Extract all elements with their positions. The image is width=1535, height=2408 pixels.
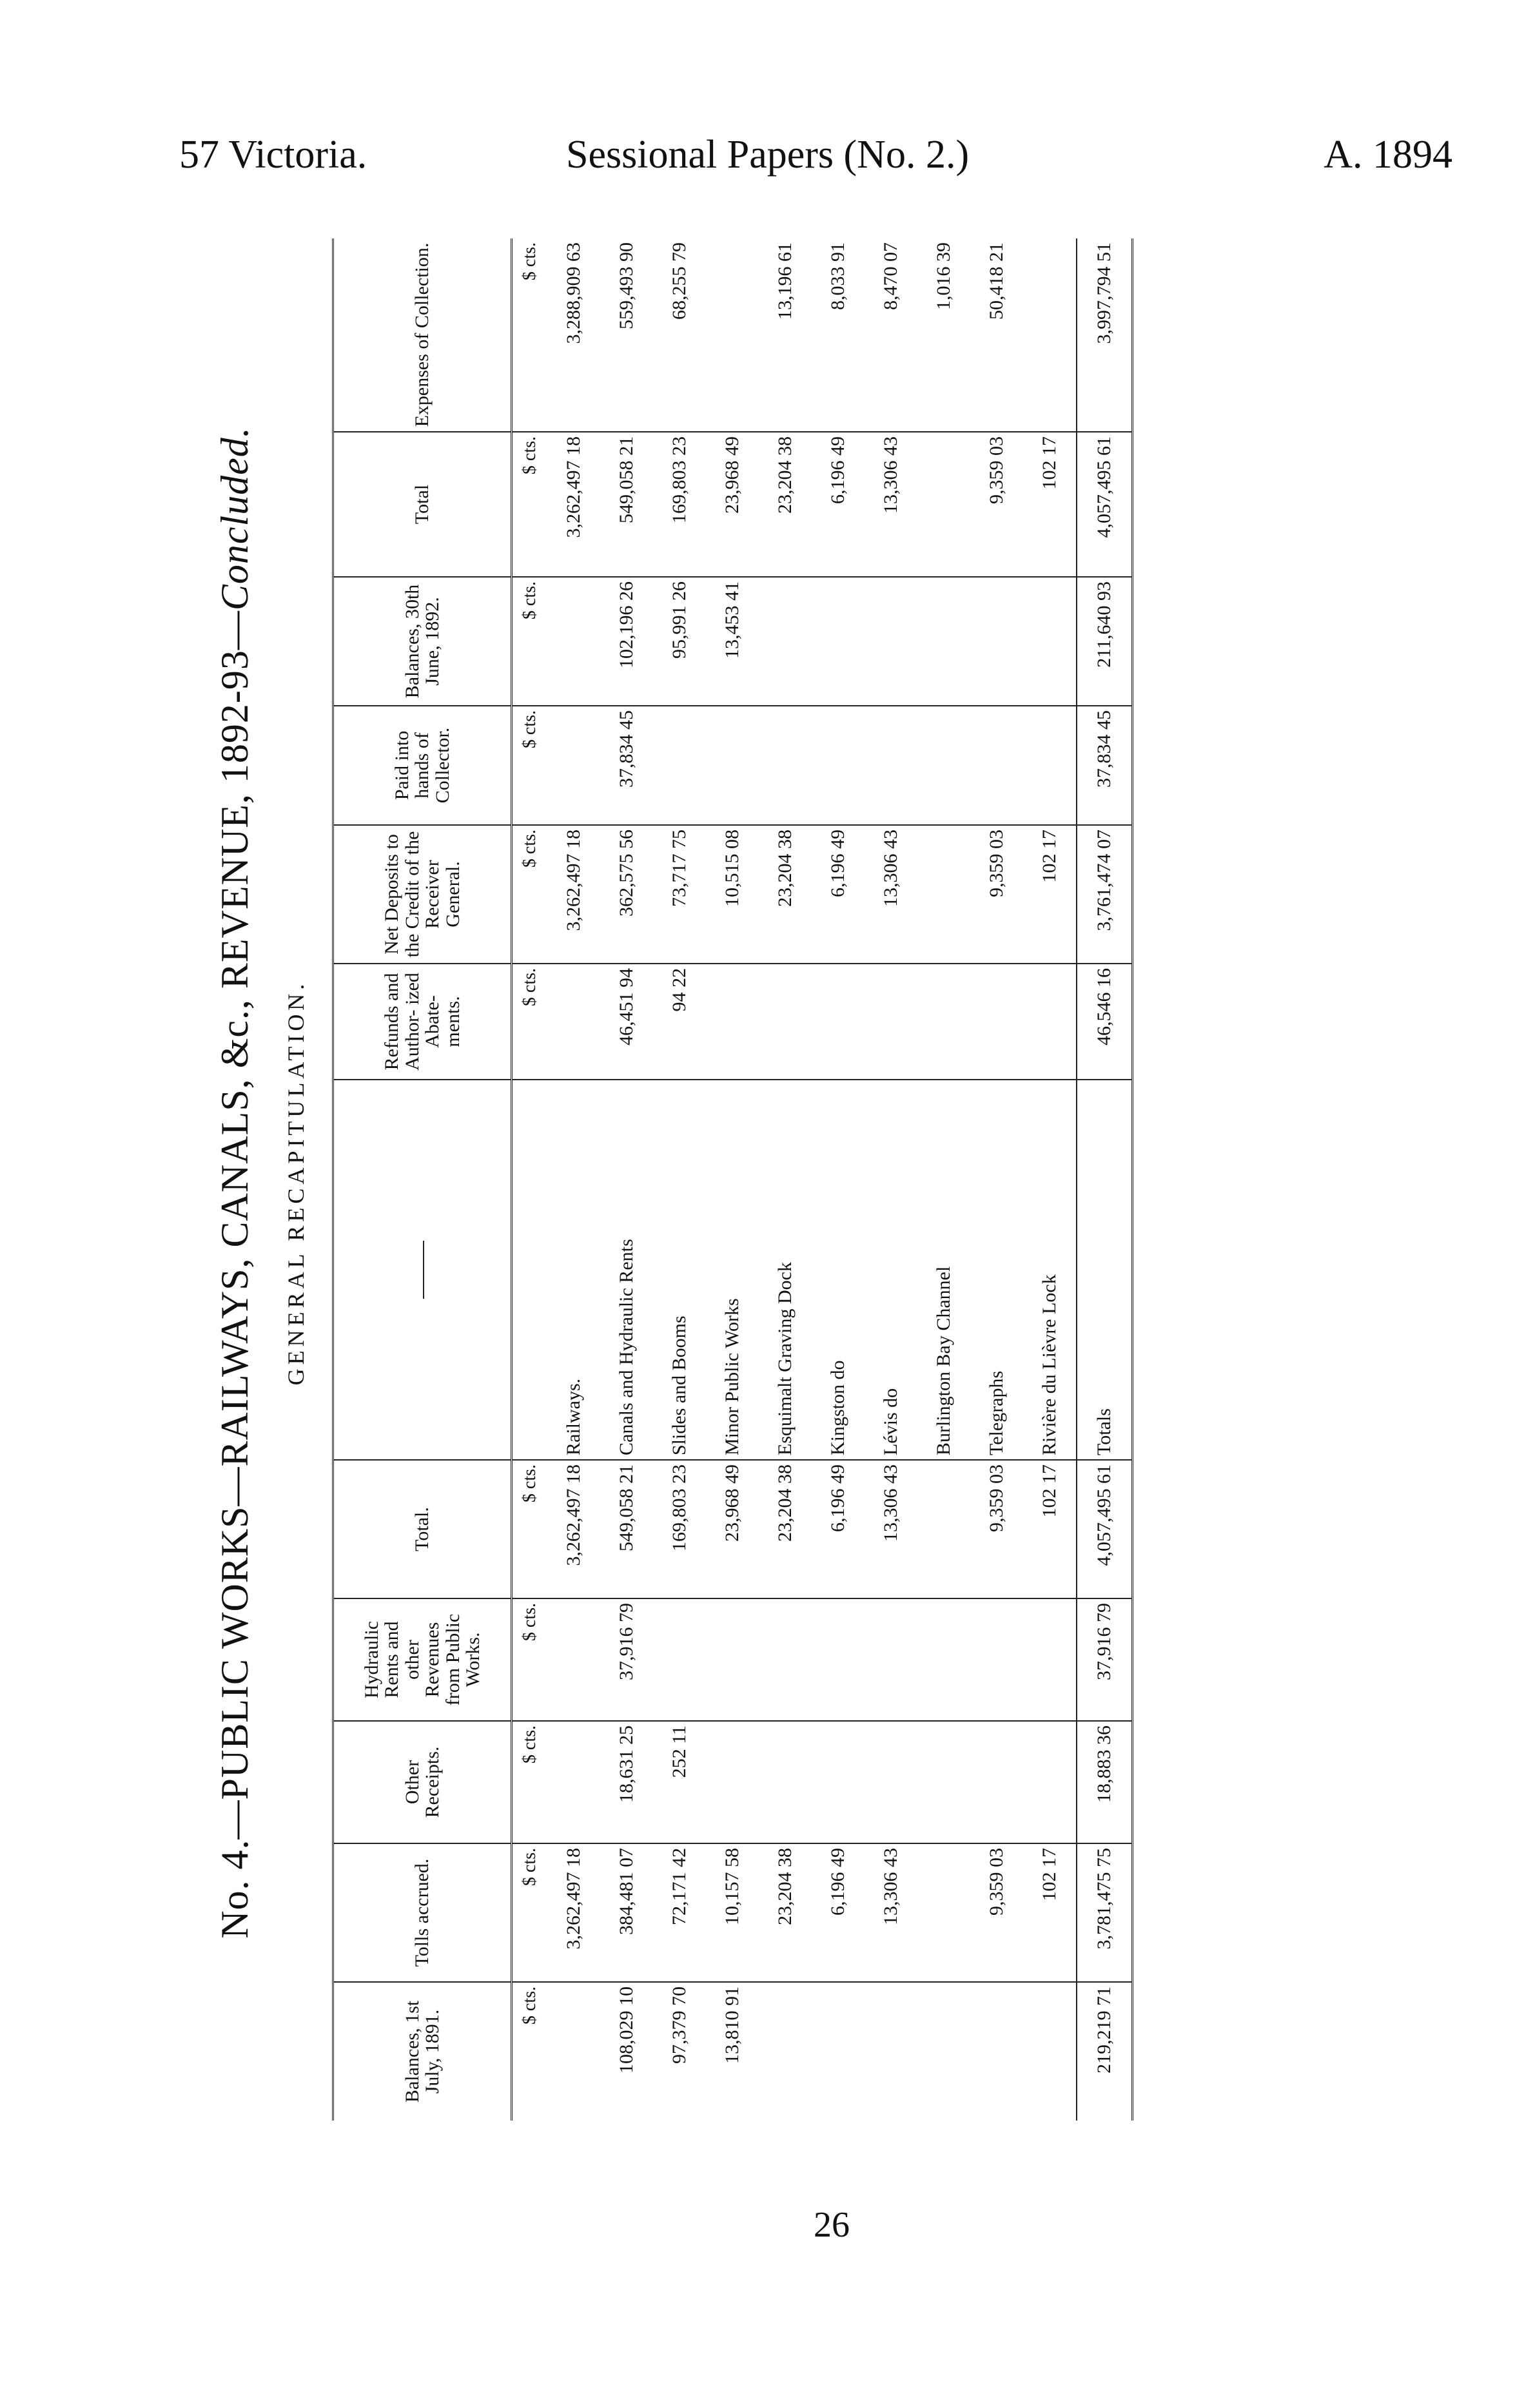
cell-paid: 37,834 45 bbox=[600, 706, 653, 825]
row-description: Burlington Bay Channel bbox=[917, 1080, 970, 1460]
row-description: Rivière du Lièvre Lock bbox=[1023, 1080, 1077, 1460]
header-right: A. 1894 bbox=[1324, 133, 1452, 177]
title-main: No. 4.—PUBLIC WORKS—RAILWAYS, CANALS, &c., REVENUE, 1892-93— bbox=[213, 610, 256, 1939]
table-row bbox=[759, 238, 812, 2121]
table-row bbox=[547, 238, 600, 2121]
recapitulation-table bbox=[332, 238, 1133, 2121]
unit-cell-blank bbox=[512, 1080, 548, 1460]
cell-hyd bbox=[547, 1598, 600, 1721]
cell-total2: 6,196 49 bbox=[812, 432, 865, 577]
table-row bbox=[653, 238, 706, 2121]
dash-mark bbox=[423, 1241, 424, 1299]
cell-paid: 37,834 45 bbox=[1077, 706, 1133, 825]
cell-refunds bbox=[865, 964, 917, 1080]
cell-net: 362,575 56 bbox=[600, 825, 653, 964]
cell-refunds: 46,451 94 bbox=[600, 964, 653, 1080]
unit-cell: $ cts. bbox=[512, 964, 548, 1080]
row-description: Telegraphs bbox=[970, 1080, 1023, 1460]
col-balances-1892: Balances, 30th June, 1892. bbox=[333, 577, 512, 706]
cell-other bbox=[970, 1721, 1023, 1843]
cell-refunds bbox=[812, 964, 865, 1080]
row-description: Kingston do bbox=[812, 1080, 865, 1460]
table-row bbox=[970, 238, 1023, 2121]
title-suffix: Concluded. bbox=[213, 427, 256, 611]
units-row bbox=[512, 238, 548, 2121]
cell-hyd bbox=[970, 1598, 1023, 1721]
unit-cell: $ cts. bbox=[512, 1460, 548, 1598]
cell-total1: 13,306 43 bbox=[865, 1460, 917, 1598]
cell-total1: 169,803 23 bbox=[653, 1460, 706, 1598]
unit-cell: $ cts. bbox=[512, 706, 548, 825]
cell-b91 bbox=[547, 1982, 600, 2121]
cell-b91 bbox=[970, 1982, 1023, 2121]
cell-total1 bbox=[917, 1460, 970, 1598]
cell-tolls: 10,157 58 bbox=[706, 1843, 759, 1982]
cell-b92 bbox=[759, 577, 812, 706]
table-row bbox=[917, 238, 970, 2121]
cell-refunds bbox=[759, 964, 812, 1080]
cell-net: 9,359 03 bbox=[970, 825, 1023, 964]
col-tolls: Tolls accrued. bbox=[333, 1843, 512, 1982]
table-row bbox=[865, 238, 917, 2121]
cell-total1: 23,204 38 bbox=[759, 1460, 812, 1598]
cell-b92: 102,196 26 bbox=[600, 577, 653, 706]
table-row bbox=[706, 238, 759, 2121]
cell-total1: 6,196 49 bbox=[812, 1460, 865, 1598]
row-description: Esquimalt Graving Dock bbox=[759, 1080, 812, 1460]
col-description bbox=[333, 1080, 512, 1460]
cell-total1: 3,262,497 18 bbox=[547, 1460, 600, 1598]
cell-b92 bbox=[865, 577, 917, 706]
cell-exp: 1,016 39 bbox=[917, 238, 970, 432]
cell-hyd bbox=[917, 1598, 970, 1721]
cell-refunds bbox=[917, 964, 970, 1080]
cell-tolls: 384,481 07 bbox=[600, 1843, 653, 1982]
unit-cell: $ cts. bbox=[512, 1843, 548, 1982]
table-row bbox=[600, 238, 653, 2121]
cell-tolls bbox=[917, 1843, 970, 1982]
unit-cell: $ cts. bbox=[512, 238, 548, 432]
row-description: Totals bbox=[1077, 1080, 1133, 1460]
cell-other bbox=[865, 1721, 917, 1843]
row-description: Canals and Hydraulic Rents bbox=[600, 1080, 653, 1460]
cell-paid bbox=[759, 706, 812, 825]
cell-exp: 68,255 79 bbox=[653, 238, 706, 432]
rotated-table-area bbox=[213, 238, 1373, 2121]
unit-cell: $ cts. bbox=[512, 1598, 548, 1721]
cell-tolls: 9,359 03 bbox=[970, 1843, 1023, 1982]
col-net-deposits: Net Deposits to the Credit of the Receiver General. bbox=[333, 825, 512, 964]
cell-total2: 13,306 43 bbox=[865, 432, 917, 577]
cell-other bbox=[1023, 1721, 1077, 1843]
totals-row bbox=[1077, 238, 1133, 2121]
cell-b91: 13,810 91 bbox=[721, 1986, 743, 2064]
cell-exp: 13,196 61 bbox=[759, 238, 812, 432]
col-refunds: Refunds and Author- ized Abate- ments. bbox=[333, 964, 512, 1080]
cell-total2: 23,968 49 bbox=[706, 432, 759, 577]
col-expenses: Expenses of Collection. bbox=[333, 238, 512, 432]
cell-b92 bbox=[970, 577, 1023, 706]
cell-b92 bbox=[812, 577, 865, 706]
cell-hyd bbox=[706, 1598, 759, 1721]
cell-exp: 50,418 21 bbox=[970, 238, 1023, 432]
cell-total2: 9,359 03 bbox=[970, 432, 1023, 577]
cell-tolls: 23,204 38 bbox=[759, 1843, 812, 1982]
cell-hyd: 37,916 79 bbox=[1077, 1598, 1133, 1721]
unit-cell: $ cts. bbox=[512, 1721, 548, 1843]
cell-net: 102 17 bbox=[1023, 825, 1077, 964]
cell-total1: 4,057,495 61 bbox=[1077, 1460, 1133, 1598]
cell-b91 bbox=[1023, 1982, 1077, 2121]
cell-other bbox=[706, 1721, 759, 1843]
cell-exp: 559,493 90 bbox=[600, 238, 653, 432]
cell-b91: 97,379 70 bbox=[669, 1986, 690, 2064]
cell-net: 13,306 43 bbox=[865, 825, 917, 964]
cell-other bbox=[759, 1721, 812, 1843]
page-number: 26 bbox=[814, 2205, 850, 2245]
cell-refunds bbox=[970, 964, 1023, 1080]
cell-refunds bbox=[706, 964, 759, 1080]
cell-hyd bbox=[759, 1598, 812, 1721]
cell-total2: 169,803 23 bbox=[653, 432, 706, 577]
cell-paid bbox=[865, 706, 917, 825]
col-total-1: Total. bbox=[333, 1460, 512, 1598]
cell-b92 bbox=[547, 577, 600, 706]
cell-refunds bbox=[547, 964, 600, 1080]
table-subtitle: GENERAL RECAPITULATION. bbox=[283, 980, 309, 1386]
cell-hyd bbox=[653, 1598, 706, 1721]
cell-other bbox=[547, 1721, 600, 1843]
col-total-2: Total bbox=[333, 432, 512, 577]
cell-paid bbox=[653, 706, 706, 825]
cell-hyd bbox=[865, 1598, 917, 1721]
cell-exp: 8,033 91 bbox=[812, 238, 865, 432]
cell-hyd: 37,916 79 bbox=[600, 1598, 653, 1721]
cell-net: 73,717 75 bbox=[653, 825, 706, 964]
cell-tolls: 72,171 42 bbox=[653, 1843, 706, 1982]
cell-b91: 219,219 71 bbox=[1077, 1982, 1133, 2121]
cell-exp bbox=[1023, 238, 1077, 432]
cell-paid bbox=[706, 706, 759, 825]
cell-total2: 23,204 38 bbox=[759, 432, 812, 577]
cell-tolls: 102 17 bbox=[1023, 1843, 1077, 1982]
cell-total1: 9,359 03 bbox=[970, 1460, 1023, 1598]
cell-exp bbox=[706, 238, 759, 432]
cell-b91 bbox=[917, 1982, 970, 2121]
cell-b91: 108,029 10 bbox=[616, 1986, 637, 2073]
cell-b91 bbox=[812, 1982, 865, 2121]
col-other-receipts: Other Receipts. bbox=[333, 1721, 512, 1843]
cell-total2: 549,058 21 bbox=[600, 432, 653, 577]
col-balances-1891: Balances, 1st July, 1891. bbox=[333, 1982, 512, 2121]
cell-paid bbox=[547, 706, 600, 825]
cell-paid bbox=[1023, 706, 1077, 825]
unit-cell: $ cts. bbox=[512, 825, 548, 964]
cell-other: 252 11 bbox=[653, 1721, 706, 1843]
row-description: Railways. bbox=[547, 1080, 600, 1460]
cell-paid bbox=[970, 706, 1023, 825]
cell-net: 23,204 38 bbox=[759, 825, 812, 964]
cell-other: 18,631 25 bbox=[600, 1721, 653, 1843]
table-row bbox=[812, 238, 865, 2121]
cell-total2 bbox=[917, 432, 970, 577]
header-row bbox=[333, 238, 512, 2121]
cell-b92: 211,640 93 bbox=[1077, 577, 1133, 706]
cell-total1: 23,968 49 bbox=[706, 1460, 759, 1598]
cell-refunds bbox=[1023, 964, 1077, 1080]
cell-net: 10,515 08 bbox=[706, 825, 759, 964]
row-description: Minor Public Works bbox=[706, 1080, 759, 1460]
cell-paid bbox=[917, 706, 970, 825]
unit-cell: $ cts. bbox=[520, 1986, 540, 2025]
cell-tolls: 3,262,497 18 bbox=[547, 1843, 600, 1982]
cell-net: 6,196 49 bbox=[812, 825, 865, 964]
cell-total1: 102 17 bbox=[1023, 1460, 1077, 1598]
cell-total2: 4,057,495 61 bbox=[1077, 432, 1133, 577]
cell-other: 18,883 36 bbox=[1077, 1721, 1133, 1843]
cell-b92 bbox=[1023, 577, 1077, 706]
cell-other bbox=[812, 1721, 865, 1843]
unit-cell: $ cts. bbox=[512, 577, 548, 706]
row-description: Slides and Booms bbox=[653, 1080, 706, 1460]
cell-b92: 95,991 26 bbox=[653, 577, 706, 706]
cell-net: 3,262,497 18 bbox=[547, 825, 600, 964]
cell-exp: 3,997,794 51 bbox=[1077, 238, 1133, 432]
cell-total1: 549,058 21 bbox=[600, 1460, 653, 1598]
cell-b92: 13,453 41 bbox=[706, 577, 759, 706]
cell-net bbox=[917, 825, 970, 964]
row-description: Lévis do bbox=[865, 1080, 917, 1460]
cell-paid bbox=[812, 706, 865, 825]
cell-net: 3,761,474 07 bbox=[1077, 825, 1133, 964]
cell-refunds: 94 22 bbox=[653, 964, 706, 1080]
col-paid-collector: Paid into hands of Collector. bbox=[333, 706, 512, 825]
table-title bbox=[213, 264, 257, 2101]
cell-tolls: 3,781,475 75 bbox=[1077, 1843, 1133, 1982]
cell-hyd bbox=[1023, 1598, 1077, 1721]
cell-total2: 102 17 bbox=[1023, 432, 1077, 577]
cell-total2: 3,262,497 18 bbox=[547, 432, 600, 577]
unit-cell: $ cts. bbox=[512, 432, 548, 577]
header-left: 57 Victoria. bbox=[179, 133, 367, 177]
col-hydraulic: Hydraulic Rents and other Revenues from Public Works. bbox=[333, 1598, 512, 1721]
cell-exp: 3,288,909 63 bbox=[547, 238, 600, 432]
cell-tolls: 13,306 43 bbox=[865, 1843, 917, 1982]
cell-b92 bbox=[917, 577, 970, 706]
cell-b91 bbox=[865, 1982, 917, 2121]
cell-other bbox=[917, 1721, 970, 1843]
cell-tolls: 6,196 49 bbox=[812, 1843, 865, 1982]
cell-hyd bbox=[812, 1598, 865, 1721]
table-body bbox=[512, 238, 1133, 2121]
cell-exp: 8,470 07 bbox=[865, 238, 917, 432]
cell-refunds: 46,546 16 bbox=[1077, 964, 1133, 1080]
cell-b91 bbox=[759, 1982, 812, 2121]
table-row bbox=[1023, 238, 1077, 2121]
header-center: Sessional Papers (No. 2.) bbox=[566, 133, 970, 177]
